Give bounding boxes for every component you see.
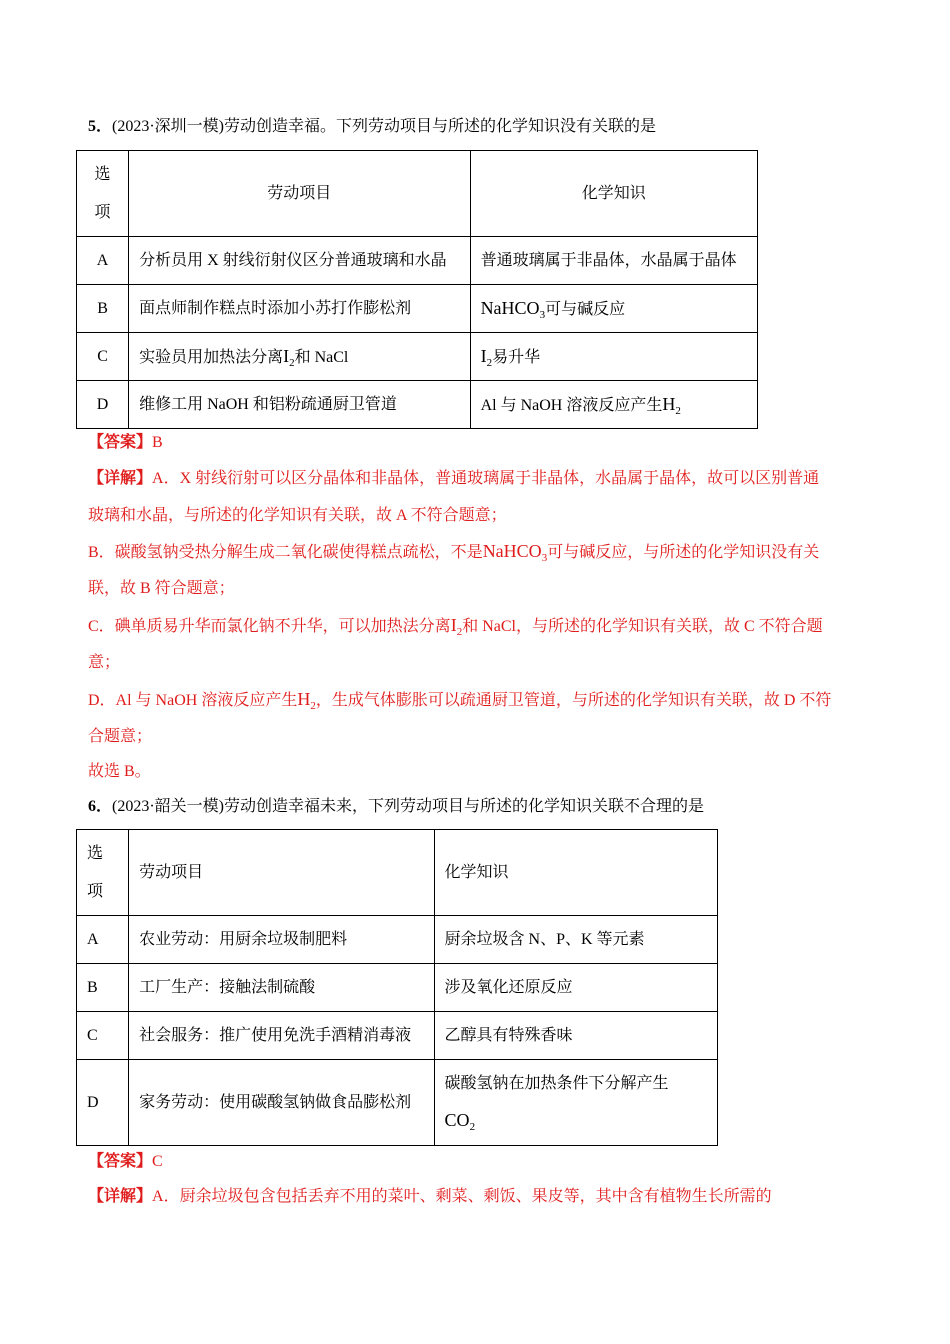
detail-line: 合题意；	[88, 728, 153, 745]
answer-line	[88, 432, 163, 454]
header-option-line1: 选	[87, 844, 104, 862]
row-project: 工厂生产：接触法制硫酸	[129, 964, 434, 1012]
answer-value: B	[152, 434, 163, 451]
header-option-line1: 选	[94, 165, 111, 183]
row-option: A	[77, 916, 129, 964]
row-option: D	[77, 381, 129, 429]
knowledge-text: 碳酸氢钠在加热条件下分解产生	[444, 1074, 669, 1092]
table-row	[77, 237, 758, 285]
detail-line: 玻璃和水晶，与所述的化学知识有关联，故 A 不符合题意；	[88, 507, 507, 524]
row-knowledge	[470, 285, 757, 333]
header-project: 劳动项目	[129, 151, 471, 237]
answer-line	[88, 1151, 163, 1173]
detail-line: 意；	[88, 654, 121, 671]
row-knowledge: 涉及氧化还原反应	[434, 964, 717, 1012]
formula-subscript: 2	[675, 404, 681, 417]
header-project: 劳动项目	[129, 830, 434, 916]
chem-formula: H	[662, 393, 676, 414]
detail-text: 可与碱反应，与所述的化学知识没有关	[547, 544, 820, 561]
row-project: 面点师制作糕点时添加小苏打作膨松剂	[129, 285, 471, 333]
chem-formula: I	[450, 615, 457, 635]
formula-subscript: 2	[486, 356, 493, 369]
table-row	[77, 964, 718, 1012]
detail-tag: 【详解】	[88, 470, 153, 487]
row-option: B	[77, 285, 129, 333]
detail-text: A．X 射线衍射可以区分晶体和非晶体，普通玻璃属于非晶体，水晶属于晶体，故可以区别普通	[152, 470, 820, 487]
header-knowledge: 化学知识	[434, 830, 717, 916]
chem-formula: NaHCO	[480, 297, 540, 318]
row-project	[129, 333, 471, 381]
table-row	[77, 285, 758, 333]
detail-text: B．碳酸氢钠受热分解生成二氧化碳使得糕点疏松，不是	[88, 544, 483, 561]
project-text: 实验员用加热法分离	[139, 348, 284, 366]
knowledge-text: Al 与 NaOH 溶液反应产生	[480, 396, 663, 414]
question-number: 5．	[88, 118, 113, 135]
question-text: (2023·深圳一模)劳动创造幸福。下列劳动项目与所述的化学知识没有关联的是	[112, 118, 657, 135]
detail-line	[88, 614, 823, 638]
question-6-table	[76, 829, 718, 1146]
formula-subscript: 3	[541, 552, 548, 564]
row-option: C	[77, 333, 129, 381]
detail-text: 和 NaCl，与所述的化学知识有关联，故 C 不符合题	[462, 618, 823, 635]
detail-text: C．碘单质易升华而氯化钠不升华，可以加热法分离	[88, 618, 451, 635]
chem-formula: CO	[444, 1109, 470, 1130]
formula-subscript: 2	[289, 356, 295, 369]
table-header-row	[77, 151, 758, 237]
table-row	[77, 1012, 718, 1060]
chem-formula: I	[480, 345, 487, 366]
chem-formula: NaHCO	[482, 541, 542, 561]
table-row	[77, 333, 758, 381]
table-row	[77, 381, 758, 429]
row-knowledge	[434, 1060, 717, 1146]
row-knowledge: 普通玻璃属于非晶体，水晶属于晶体	[470, 237, 757, 285]
detail-line	[88, 1186, 772, 1208]
row-project: 维修工用 NaOH 和铝粉疏通厨卫管道	[129, 381, 471, 429]
answer-value: C	[152, 1153, 163, 1170]
detail-line	[88, 468, 819, 490]
header-knowledge: 化学知识	[470, 151, 757, 237]
question-5-stem	[88, 116, 656, 138]
row-project: 家务劳动：使用碳酸氢钠做食品膨松剂	[129, 1060, 434, 1146]
conclusion-line: 故选 B。	[88, 763, 151, 780]
row-option: A	[77, 237, 129, 285]
detail-line	[88, 540, 819, 564]
row-option: D	[77, 1060, 129, 1146]
chem-formula: H	[297, 689, 311, 709]
header-option-line2: 项	[94, 203, 111, 221]
answer-tag: 【答案】	[88, 1153, 153, 1170]
table-row	[77, 916, 718, 964]
question-text: (2023·韶关一模)劳动创造幸福未来，下列劳动项目与所述的化学知识关联不合理的是	[112, 798, 705, 815]
detail-line	[88, 688, 831, 712]
question-number: 6．	[88, 798, 113, 815]
row-project: 农业劳动：用厨余垃圾制肥料	[129, 916, 434, 964]
formula-subscript: 3	[539, 308, 546, 321]
row-knowledge: 厨余垃圾含 N、P、K 等元素	[434, 916, 717, 964]
knowledge-formula-line	[445, 1102, 707, 1140]
header-option	[77, 830, 129, 916]
detail-text: D．Al 与 NaOH 溶液反应产生	[88, 692, 298, 709]
table-row	[77, 1060, 718, 1146]
knowledge-text: 易升华	[492, 348, 541, 366]
formula-subscript: 2	[456, 626, 463, 638]
answer-tag: 【答案】	[88, 434, 153, 451]
detail-tag: 【详解】	[88, 1188, 153, 1205]
detail-line: 联，故 B 符合题意；	[88, 580, 235, 597]
header-option	[77, 151, 129, 237]
formula-subscript: 2	[310, 700, 316, 712]
row-project: 社会服务：推广使用免洗手酒精消毒液	[129, 1012, 434, 1060]
question-5-table	[76, 150, 758, 429]
row-knowledge	[470, 333, 757, 381]
header-option-line2: 项	[87, 882, 104, 900]
row-knowledge: 乙醇具有特殊香味	[434, 1012, 717, 1060]
row-option: C	[77, 1012, 129, 1060]
question-6-stem	[88, 796, 704, 818]
table-header-row	[77, 830, 718, 916]
row-project: 分析员用 X 射线衍射仪区分普通玻璃和水晶	[129, 237, 471, 285]
project-text: 和 NaCl	[294, 348, 349, 366]
row-option: B	[77, 964, 129, 1012]
chem-formula: I	[283, 345, 290, 366]
row-knowledge	[470, 381, 757, 429]
detail-text: ，生成气体膨胀可以疏通厨卫管道，与所述的化学知识有关联，故 D 不符	[315, 692, 832, 709]
detail-text: A．厨余垃圾包含包括丢弃不用的菜叶、剩菜、剩饭、果皮等，其中含有植物生长所需的	[152, 1188, 772, 1205]
knowledge-text: 可与碱反应	[545, 300, 626, 318]
formula-subscript: 2	[469, 1120, 476, 1133]
